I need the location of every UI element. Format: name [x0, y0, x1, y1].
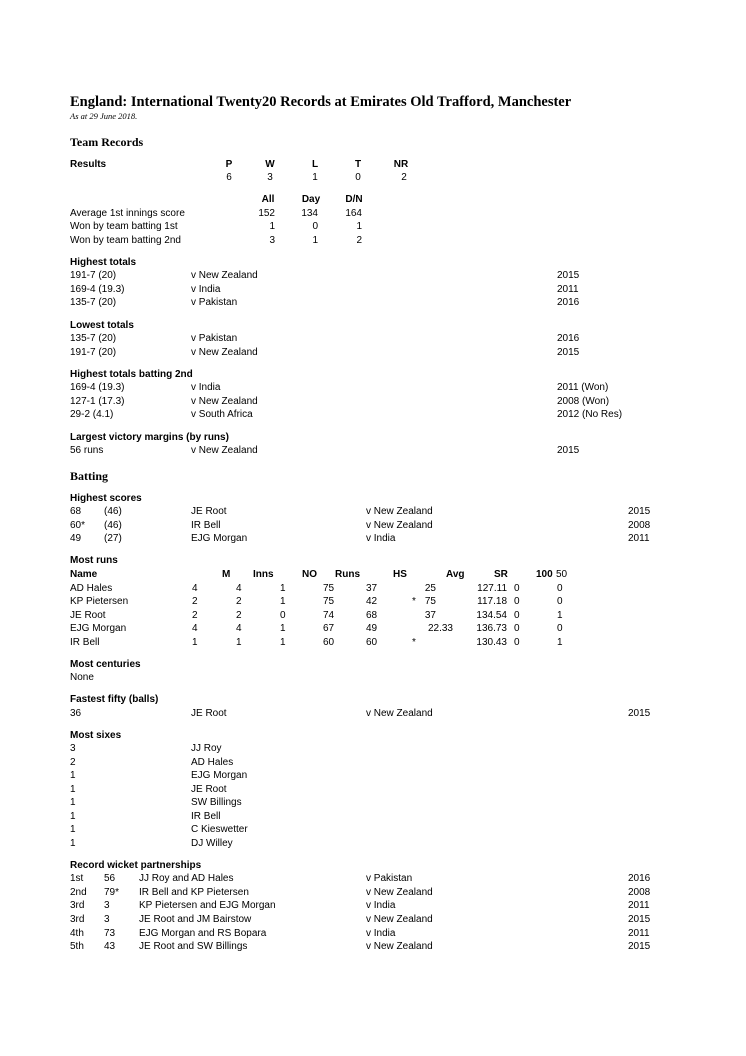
table-row-runs: 60 — [323, 637, 335, 648]
results-header-t: T — [354, 159, 362, 170]
table-row-player: JE Root — [191, 708, 227, 719]
table-row-runs: 60* — [70, 520, 86, 531]
partnerships-heading: Record wicket partnerships — [70, 860, 202, 871]
table-row-50: 0 — [557, 596, 563, 607]
table-row-runs: 67 — [323, 623, 335, 634]
col-header-100: 100 — [536, 569, 553, 580]
table-row-m: 2 — [192, 610, 198, 621]
col-header-name: Name — [70, 569, 98, 580]
table-row-balls: (46) — [104, 520, 122, 531]
results-value-nr: 2 — [401, 172, 407, 183]
table-row-year: 2011 — [628, 928, 650, 939]
largest-victory-heading: Largest victory margins (by runs) — [70, 432, 229, 443]
table-row-balls: (27) — [104, 533, 122, 544]
table-row-wicket: 3rd — [70, 900, 85, 911]
results-value-p: 6 — [226, 172, 232, 183]
table-row-name: IR Bell — [70, 637, 100, 648]
table-row-no: 1 — [280, 596, 286, 607]
table-row-50: 0 — [557, 583, 563, 594]
lowest-totals-heading: Lowest totals — [70, 320, 134, 331]
highest-totals-heading: Highest totals — [70, 257, 137, 268]
table-row-opponent: v New Zealand — [191, 270, 258, 281]
table-row-count: 2 — [70, 757, 76, 768]
table-row-runs: 79* — [104, 887, 120, 898]
table-row-opponent: v New Zealand — [191, 396, 258, 407]
table-row-hs: 37 — [366, 583, 378, 594]
table-row-year: 2011 — [628, 533, 650, 544]
table-row-score: 29-2 (4.1) — [70, 409, 114, 420]
table-row-inns: 4 — [236, 583, 242, 594]
col-header-50: 50 — [556, 569, 568, 580]
page-subtitle: As at 29 June 2018. — [70, 111, 138, 121]
col-header-no: NO — [302, 569, 317, 580]
table-row-runs: 56 — [104, 873, 116, 884]
highest-totals-2nd-heading: Highest totals batting 2nd — [70, 369, 193, 380]
col-header-avg: Avg — [446, 569, 465, 580]
table-row-wicket: 2nd — [70, 887, 87, 898]
table-row-runs: 43 — [104, 941, 116, 952]
results-header-w: W — [265, 159, 275, 170]
table-row-no: 1 — [280, 637, 286, 648]
table-row-score: 135-7 (20) — [70, 333, 117, 344]
table-row-opponent: v New Zealand — [366, 708, 433, 719]
table-row-year: 2011 — [628, 900, 650, 911]
table-row-player: SW Billings — [191, 797, 242, 808]
table-row-star: * — [412, 637, 416, 648]
table-row-wicket: 1st — [70, 873, 84, 884]
table-row-count: 1 — [70, 797, 76, 808]
table-row-wicket: 3rd — [70, 914, 85, 925]
table-row-opponent: v New Zealand — [191, 445, 258, 456]
table-row-score: 127-1 (17.3) — [70, 396, 125, 407]
innings-row-value: 1 — [269, 221, 275, 232]
table-row-players: IR Bell and KP Pietersen — [139, 887, 249, 898]
table-row-opponent: v New Zealand — [366, 506, 433, 517]
table-row-count: 3 — [70, 743, 76, 754]
table-row-year: 2015 — [628, 708, 651, 719]
most-centuries-text: None — [70, 672, 94, 683]
table-row-balls: 36 — [70, 708, 82, 719]
table-row-year: 2015 — [628, 941, 651, 952]
table-row-opponent: v India — [191, 382, 221, 393]
table-row-count: 1 — [70, 811, 76, 822]
table-row-score: 169-4 (19.3) — [70, 284, 125, 295]
innings-row-label: Won by team batting 1st — [70, 221, 178, 232]
table-row-players: JE Root and JM Bairstow — [139, 914, 252, 925]
innings-header-dn: D/N — [345, 194, 363, 205]
table-row-score: 191-7 (20) — [70, 347, 117, 358]
table-row-name: JE Root — [70, 610, 106, 621]
table-row-runs: 68 — [70, 506, 82, 517]
table-row-opponent: v India — [366, 533, 396, 544]
table-row-50: 0 — [557, 623, 563, 634]
table-row-avg: 25 — [424, 583, 436, 594]
table-row-year: 2015 — [628, 506, 651, 517]
table-row-hs: 42 — [366, 596, 378, 607]
table-row-50: 1 — [557, 610, 563, 621]
table-row-balls: (46) — [104, 506, 122, 517]
table-row-100: 0 — [514, 596, 520, 607]
table-row-player: JE Root — [191, 506, 227, 517]
table-row-opponent: v New Zealand — [366, 941, 433, 952]
results-label: Results — [70, 159, 107, 170]
table-row-wicket: 5th — [70, 941, 84, 952]
table-row-player: EJG Morgan — [191, 533, 248, 544]
col-header-m: M — [222, 569, 231, 580]
table-row-avg: 75 — [424, 596, 436, 607]
table-row-year: 2011 (Won) — [557, 382, 609, 393]
table-row-inns: 4 — [236, 623, 242, 634]
table-row-player: IR Bell — [191, 811, 221, 822]
innings-row-value: 164 — [345, 208, 362, 219]
table-row-year: 2015 — [557, 347, 580, 358]
table-row-100: 0 — [514, 623, 520, 634]
fastest-fifty-heading: Fastest fifty (balls) — [70, 694, 159, 705]
table-row-count: 1 — [70, 770, 76, 781]
table-row-year: 2015 — [557, 445, 580, 456]
most-runs-heading: Most runs — [70, 555, 118, 566]
results-value-w: 3 — [267, 172, 273, 183]
table-row-player: DJ Willey — [191, 838, 233, 849]
table-row-players: KP Pietersen and EJG Morgan — [139, 900, 276, 911]
table-row-year: 2008 (Won) — [557, 396, 610, 407]
table-row-count: 1 — [70, 824, 76, 835]
table-row-year: 2015 — [557, 270, 580, 281]
most-sixes-heading: Most sixes — [70, 730, 122, 741]
table-row-opponent: v India — [191, 284, 221, 295]
team-records-heading: Team Records — [70, 135, 144, 149]
table-row-no: 0 — [280, 610, 286, 621]
table-row-star: * — [412, 596, 416, 607]
innings-row-value: 134 — [301, 208, 318, 219]
table-row-runs: 75 — [323, 583, 335, 594]
table-row-hs: 68 — [366, 610, 378, 621]
table-row-runs: 3 — [104, 914, 110, 925]
table-row-players: JJ Roy and AD Hales — [139, 873, 234, 884]
table-row-runs: 73 — [104, 928, 116, 939]
table-row-opponent: v New Zealand — [366, 520, 433, 531]
results-header-l: L — [311, 159, 319, 170]
table-row-player: C Kieswetter — [191, 824, 248, 835]
table-row-count: 1 — [70, 838, 76, 849]
table-row-100: 0 — [514, 637, 520, 648]
table-row-year: 2016 — [557, 297, 580, 308]
innings-row-value: 3 — [269, 235, 275, 246]
table-row-opponent: v India — [366, 900, 396, 911]
table-row-sr: 117.18 — [477, 596, 507, 607]
col-header-hs: HS — [393, 569, 407, 580]
table-row-year: 2015 — [628, 914, 651, 925]
table-row-name: KP Pietersen — [70, 596, 129, 607]
most-centuries-heading: Most centuries — [70, 659, 141, 670]
table-row-runs: 74 — [323, 610, 335, 621]
innings-row-value: 1 — [356, 221, 362, 232]
table-row-no: 1 — [280, 623, 286, 634]
table-row-year: 2016 — [628, 873, 651, 884]
results-header-p: P — [225, 159, 233, 170]
table-row-score: 56 runs — [70, 445, 104, 456]
innings-row-value: 152 — [258, 208, 275, 219]
table-row-opponent: v New Zealand — [191, 347, 258, 358]
table-row-opponent: v New Zealand — [366, 914, 433, 925]
table-row-player: JJ Roy — [191, 743, 222, 754]
table-row-inns: 1 — [236, 637, 242, 648]
innings-header-day: Day — [301, 194, 321, 205]
table-row-wicket: 4th — [70, 928, 84, 939]
table-row-m: 4 — [192, 583, 198, 594]
batting-heading: Batting — [70, 469, 109, 483]
table-row-opponent: v New Zealand — [366, 887, 433, 898]
table-row-player: AD Hales — [191, 757, 234, 768]
table-row-sr: 127.11 — [477, 583, 507, 594]
table-row-m: 4 — [192, 623, 198, 634]
table-row-count: 1 — [70, 784, 76, 795]
table-row-name: EJG Morgan — [70, 623, 127, 634]
table-row-player: IR Bell — [191, 520, 221, 531]
table-row-100: 0 — [514, 583, 520, 594]
results-header-nr: NR — [393, 159, 409, 170]
table-row-hs: 49 — [366, 623, 378, 634]
table-row-score: 169-4 (19.3) — [70, 382, 125, 393]
table-row-no: 1 — [280, 583, 286, 594]
table-row-sr: 136.73 — [476, 623, 507, 634]
table-row-score: 191-7 (20) — [70, 270, 117, 281]
table-row-players: JE Root and SW Billings — [139, 941, 248, 952]
table-row-runs: 75 — [323, 596, 335, 607]
table-row-opponent: v Pakistan — [191, 333, 238, 344]
table-row-100: 0 — [514, 610, 520, 621]
innings-row-value: 0 — [312, 221, 318, 232]
table-row-year: 2008 — [628, 520, 651, 531]
innings-row-label: Average 1st innings score — [70, 208, 185, 219]
results-value-l: 1 — [312, 172, 318, 183]
table-row-m: 2 — [192, 596, 198, 607]
table-row-year: 2008 — [628, 887, 651, 898]
innings-row-value: 1 — [312, 235, 318, 246]
table-row-opponent: v South Africa — [191, 409, 253, 420]
table-row-players: EJG Morgan and RS Bopara — [139, 928, 267, 939]
results-value-t: 0 — [355, 172, 361, 183]
col-header-inns: Inns — [253, 569, 274, 580]
innings-row-label: Won by team batting 2nd — [70, 235, 181, 246]
innings-header-all: All — [261, 194, 275, 205]
table-row-opponent: v India — [366, 928, 396, 939]
table-row-name: AD Hales — [70, 583, 113, 594]
table-row-player: JE Root — [191, 784, 227, 795]
table-row-inns: 2 — [236, 610, 242, 621]
page-title: England: International Twenty20 Records at Emirates Old Trafford, Manchester — [70, 94, 572, 110]
table-row-opponent: v Pakistan — [366, 873, 413, 884]
highest-scores-heading: Highest scores — [70, 493, 142, 504]
table-row-sr: 130.43 — [476, 637, 507, 648]
table-row-score: 135-7 (20) — [70, 297, 117, 308]
table-row-runs: 3 — [104, 900, 110, 911]
table-row-year: 2016 — [557, 333, 580, 344]
col-header-runs: Runs — [335, 569, 360, 580]
table-row-player: EJG Morgan — [191, 770, 248, 781]
innings-row-value: 2 — [356, 235, 362, 246]
table-row-runs: 49 — [70, 533, 82, 544]
table-row-year: 2011 — [557, 284, 579, 295]
table-row-sr: 134.54 — [476, 610, 507, 621]
table-row-opponent: v Pakistan — [191, 297, 238, 308]
col-header-sr: SR — [494, 569, 508, 580]
table-row-avg: 37 — [424, 610, 436, 621]
table-row-m: 1 — [192, 637, 198, 648]
table-row-inns: 2 — [236, 596, 242, 607]
table-row-year: 2012 (No Res) — [557, 409, 623, 420]
table-row-50: 1 — [557, 637, 563, 648]
table-row-hs: 60 — [366, 637, 378, 648]
table-row-avg: 22.33 — [427, 623, 453, 634]
